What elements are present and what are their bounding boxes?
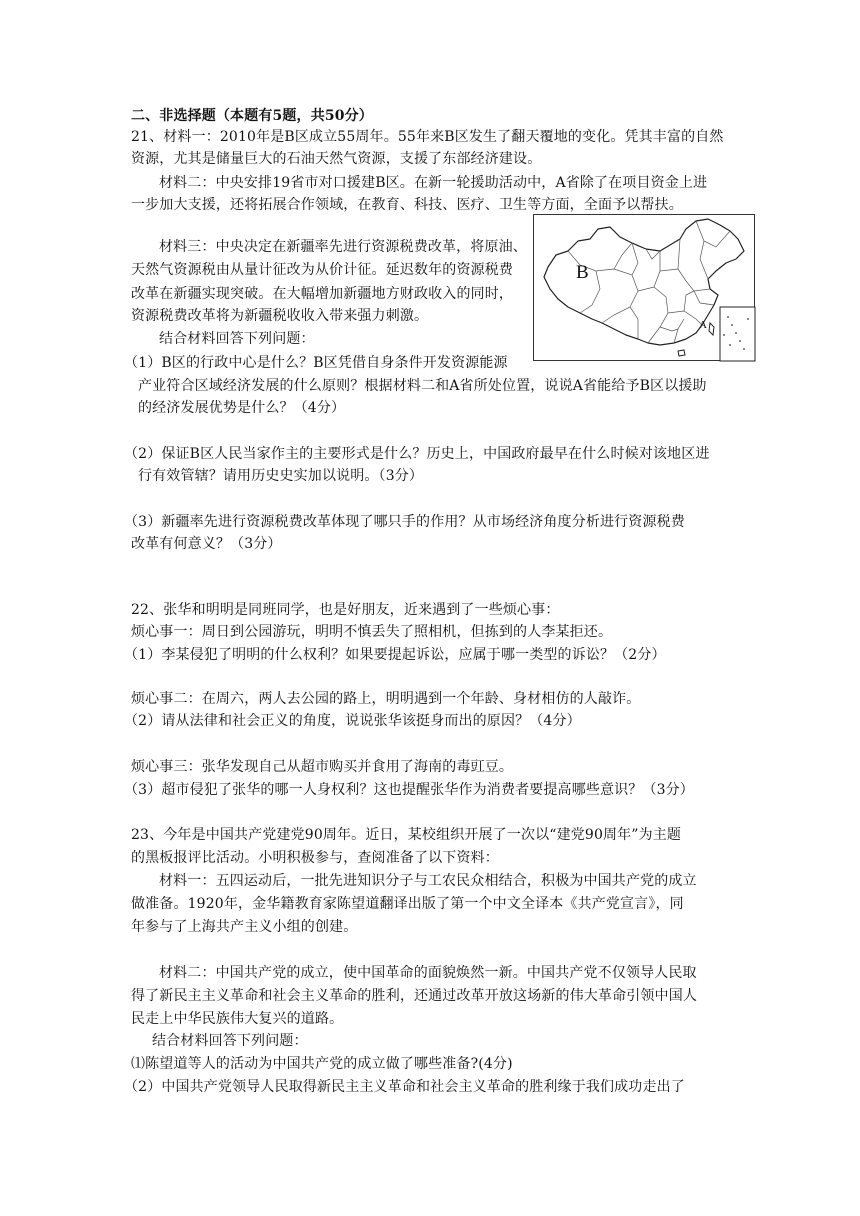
q21-text-line: 资源税费改革将为新疆税收收入带来强力刺激。 <box>131 308 429 324</box>
q22-question-1: （1）李某侵犯了明明的什么权利？如果要提起诉讼，应属于哪一类型的诉讼？（2分） <box>124 647 666 663</box>
q21-text-line: 的经济发展优势是什么？（4分） <box>138 400 346 416</box>
q23-text-line: 材料二：中国共产党的成立，使中国革命的面貌焕然一新。中国共产党不仅领导人民取 <box>159 965 697 981</box>
q21-question-3: （3）新疆率先进行资源税费改革体现了哪只手的作用？从市场经济角度分析进行资源税费 <box>124 514 685 530</box>
q21-text-line: 材料二：中央安排19省市对口援建B区。在新一轮援助活动中，A省除了在项目资金上进 <box>159 175 708 191</box>
q22-question-2: （2）请从法律和社会正义的角度，说说张华该挺身而出的原因？（4分） <box>124 713 581 729</box>
q22-text-line: 22、张华和明明是同班同学，也是好朋友，近来遇到了一些烦心事： <box>131 602 560 618</box>
q22-text-line: 烦心事一：周日到公园游玩，明明不慎丢失了照相机，但拣到的人李某拒还。 <box>131 624 613 640</box>
q21-text-line: 一步加大支援，还将拓展合作领域，在教育、科技、医疗、卫生等方面，全面予以帮扶。 <box>131 197 683 213</box>
q21-question-1: （1）B区的行政中心是什么？B区凭借自身条件开发资源能源 <box>124 355 508 371</box>
q22-text-line: 烦心事二：在周六，两人去公园的路上，明明遇到一个年龄、身材相仿的人敲诈。 <box>131 691 641 707</box>
q21-text-line: 改革有何意义？（3分） <box>131 536 282 552</box>
q23-question-2: （2）中国共产党领导人民取得新民主主义革命和社会主义革命的胜利缘于我们成功走出了 <box>124 1079 685 1095</box>
q23-text-line: 23、今年是中国共产党建党90周年。近日，某校组织开展了一次以“建党90周年”为主题 <box>131 827 682 843</box>
q21-text-line: 结合材料回答下列问题： <box>159 331 315 347</box>
q23-text-line: 做准备。1920年，金华籍教育家陈望道翻译出版了第一个中文全译本《共产党宣言》，同 <box>131 896 684 912</box>
q21-text-line: 材料三：中央决定在新疆率先进行资源税费改革，将原油、 <box>159 239 527 255</box>
q23-text-line: 得了新民主主义革命和社会主义革命的胜利，还通过改革开放这场新的伟大革命引领中国人 <box>131 988 697 1004</box>
q23-text-line: 的黑板报评比活动。小明积极参与，查阅准备了以下资料： <box>131 850 499 866</box>
q23-text-line: 民走上中华民族伟大复兴的道路。 <box>131 1011 344 1027</box>
q21-text-line: 天然气资源税由从量计征改为从价计征。延迟数年的资源税费 <box>131 262 514 278</box>
section-heading: 二、非选择题（本题有5题，共50分） <box>131 108 373 124</box>
map-label-b: B <box>576 262 589 283</box>
q21-text-line: 改革在新疆实现突破。在大幅增加新疆地方财政收入的同时， <box>131 286 514 302</box>
map-label-a: A <box>699 319 707 331</box>
q21-text-line: 21、材料一：2010年是B区成立55周年。55年来B区发生了翻天覆地的变化。凭其丰富的自然 <box>131 129 724 145</box>
q21-text-line: 资源，尤其是储量巨大的石油天然气资源，支援了东部经济建设。 <box>131 151 542 167</box>
q23-question-1: ⑴陈望道等人的活动为中国共产党的成立做了哪些准备?(4分) <box>131 1056 513 1072</box>
china-map-outline <box>534 215 756 362</box>
q23-text-line: 材料一：五四运动后，一批先进知识分子与工农民众相结合，积极为中国共产党的成立 <box>159 873 697 889</box>
q21-question-2: （2）保证B区人民当家作主的主要形式是什么？历史上，中国政府最早在什么时候对该地区进 <box>124 446 710 462</box>
q22-text-line: 烦心事三：张华发现自己从超市购买并食用了海南的毒豇豆。 <box>131 759 514 775</box>
q23-text-line: 结合材料回答下列问题： <box>152 1033 308 1049</box>
china-map-figure <box>533 214 755 361</box>
q21-text-line: 产业符合区域经济发展的什么原则？根据材料二和A省所处位置，说说A省能给予B区以援助 <box>138 378 707 394</box>
q23-text-line: 年参与了上海共产主义小组的创建。 <box>131 919 358 935</box>
q22-question-3: （3）超市侵犯了张华的哪一人身权利？这也提醒张华作为消费者要提高哪些意识？（3分） <box>124 782 694 798</box>
q21-text-line: 行有效管辖？请用历史史实加以说明。（3分） <box>138 468 424 484</box>
